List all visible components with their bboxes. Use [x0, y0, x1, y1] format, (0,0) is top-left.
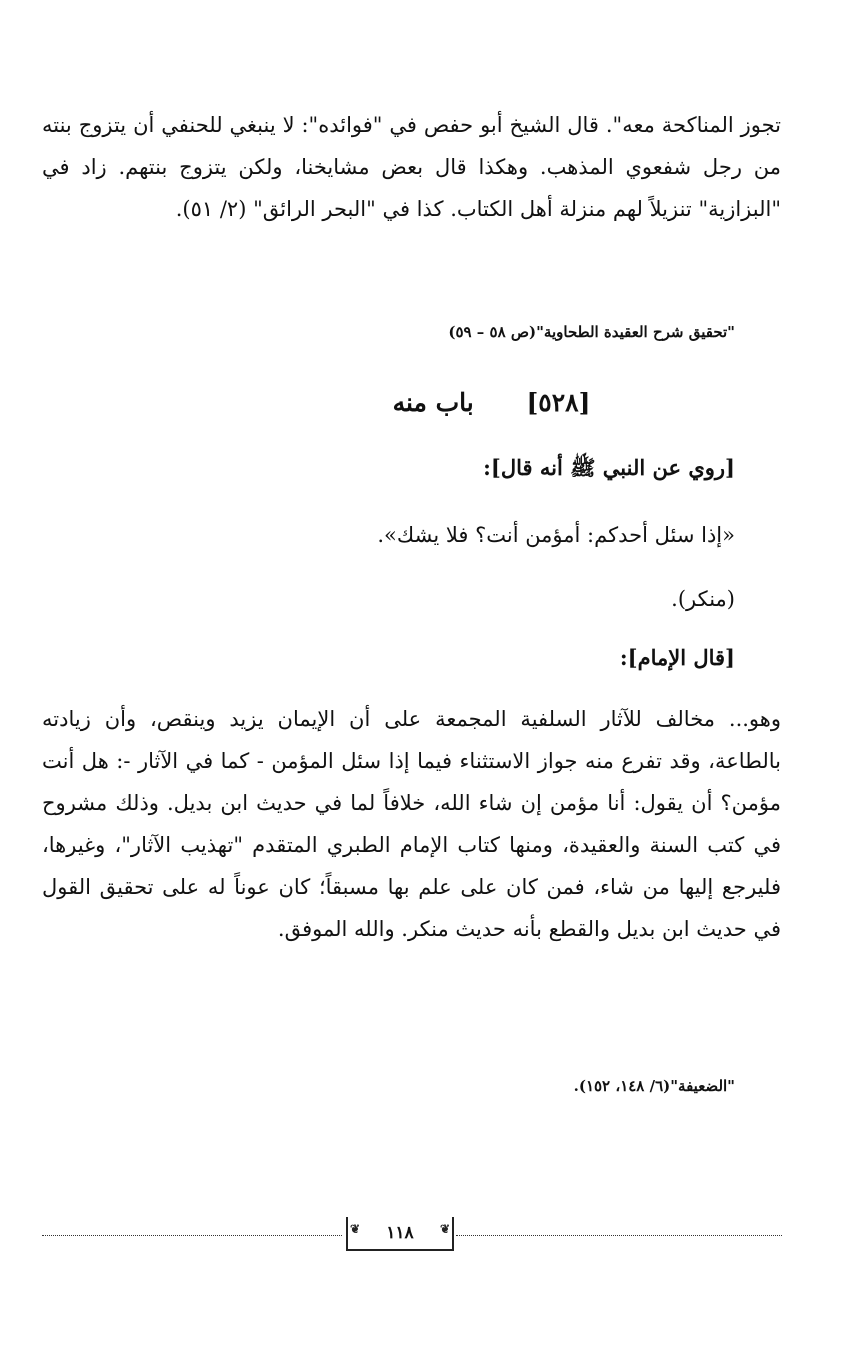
chapter-heading	[0, 388, 843, 417]
hadith-text: «إذا سئل أحدكم: أمؤمن أنت؟ فلا يشك».	[377, 523, 735, 547]
footer-divider-left	[42, 1235, 342, 1236]
hadith-grade: (منكر).	[671, 587, 735, 611]
source-reference: "تحقيق شرح العقيدة الطحاوية"(ص ٥٨ – ٥٩)	[448, 323, 735, 341]
imam-heading: [قال الإمام]:	[619, 645, 735, 670]
chapter-title: باب منه	[392, 388, 474, 417]
ornament-icon: ❦	[439, 1222, 450, 1236]
continued-paragraph: تجوز المناكحة معه". قال الشيخ أبو حفص في "فوائده": لا ينبغي للحنفي أن يتزوج بنته من رجل شفعوي المذهب. وهكذا قال بعض مشايخنا، ولكن يتزوج بنتهم. زاد في "البزازية" تنزيلاً لهم منزلة أهل الكتاب. كذا في "البحر الرائق" (٢/ ٥١).	[42, 113, 781, 221]
commentary-paragraph: وهو... مخالف للآثار السلفية المجمعة على أن الإيمان يزيد وينقص، وأن زيادته بالطاعة، وقد تفرع منه جواز الاستثناء فيما إذا سئل المؤمن - كما في الآثار -: هل أنت مؤمن؟ أن يقول: أنا مؤمن إن شاء الله، خلافاً لما في حديث ابن بديل. وذلك مشروح في كتب السنة والعقيدة، ومنها كتاب الإمام الطبري المتقدم "تهذيب الآثار"، وغيرها، فليرجع إليها من شاء، فمن كان على علم بها مسبقاً؛ كان عوناً له على تحقيق القول في حديث ابن بديل والقطع بأنه حديث منكر. والله الموفق.	[42, 707, 781, 941]
source-reference-2: "الضعيفة"(٦/ ١٤٨، ١٥٢).	[573, 1077, 735, 1095]
page-number-frame	[346, 1217, 454, 1251]
page-footer	[42, 1215, 782, 1255]
ornament-icon: ❦	[350, 1222, 361, 1236]
chapter-number: [٥٢٨]	[526, 388, 591, 417]
page-number: ١١٨	[386, 1223, 414, 1243]
footer-divider-right	[456, 1235, 782, 1236]
narration-intro: [روي عن النبي ﷺ أنه قال]:	[483, 455, 735, 480]
